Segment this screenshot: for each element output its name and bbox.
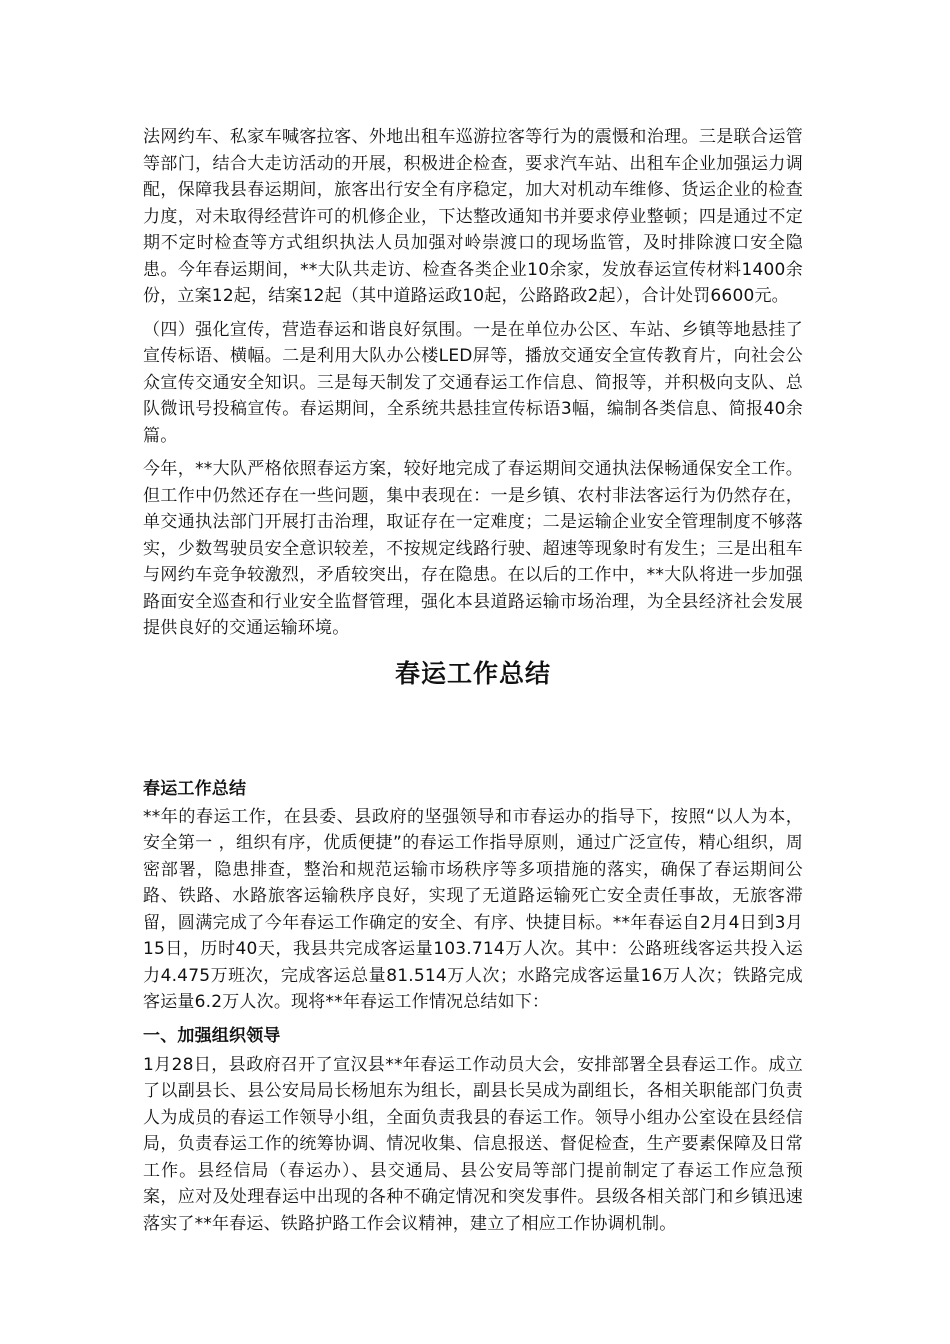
document-page	[143, 124, 803, 1244]
spacer	[143, 692, 803, 776]
document-title: 春运工作总结	[394, 658, 551, 688]
paragraph-conclusion: 今年，**大队严格依照春运方案，较好地完成了春运期间交通执法保畅通保安全工作。但工作中仍然还存在一些问题，集中表现在：一是乡镇、农村非法客运行为仍然存在，单交通执法部门开展打击治理，取证存在一定难度；二是运输企业安全管理制度不够落实，少数驾驶员安全意识较差，不按规定线路行驶、超速等现象时有发生；三是出租车与网约车竞争较激烈，矛盾较突出，存在隐患。在以后的工作中，**大队将进一步加强路面安全巡查和行业安全监督管理，强化本县道路运输市场治理，为全县经济社会发展提供良好的交通运输环境。	[143, 459, 803, 638]
paragraph-publicity: （四）强化宣传，营造春运和谐良好氛围。一是在单位办公区、车站、乡镇等地悬挂了宣传标语、横幅。二是利用大队办公楼LED屏等，播放交通安全宣传教育片，向社会公众宣传交通安全知识。三是每天制发了交通春运工作信息、简报等，并积极向支队、总队微讯号投稿宣传。春运期间，全系统共悬挂宣传标语3幅，编制各类信息、简报40余篇。	[143, 319, 803, 446]
paragraph-enforcement: 法网约车、私家车喊客拉客、外地出租车巡游拉客等行为的震慑和治理。三是联合运管等部门，结合大走访活动的开展，积极进企检查，要求汽车站、出租车企业加强运力调配，保障我县春运期间，旅客出行安全有序稳定，加大对机动车维修、货运企业的检查力度，对未取得经营许可的机修企业，下达整改通知书并要求停业整顿；四是通过不定期不定时检查等方式组织执法人员加强对岭崇渡口的现场监管，及时排除渡口安全隐患。今年春运期间，**大队共走访、检查各类企业10余家，发放春运宣传材料1400余份，立案12起，结案12起（其中道路运政10起，公路路政2起），合计处罚6600元。	[143, 127, 803, 306]
paragraph-intro: **年的春运工作，在县委、县政府的坚强领导和市春运办的指导下，按照“以人为本，安全第一 ，组织有序，优质便捷”的春运工作指导原则，通过广泛宣传，精心组织，周密部署，隐患排查，整治和规范运输市场秩序等多项措施的落实，确保了春运期间公路、铁路、水路旅客运输秩序良好，实现了无道路运输死亡安全责任事故，无旅客滞留，圆满完成了今年春运工作确定的安全、有序、快捷目标。**年春运自2月4日到3月15日，历时40天，我县共完成客运量103.714万人次。其中：公路班线客运共投入运力4.475万班次，完成客运总量81.514万人次；水路完成客运量16万人次；铁路完成客运量6.2万人次。现将**年春运工作情况总结如下：	[143, 806, 803, 1012]
paragraph-organization: 1月28日，县政府召开了宣汉县**年春运工作动员大会，安排部署全县春运工作。成立了以副县长、县公安局局长杨旭东为组长，副县长吴成为副组长，各相关职能部门负责人为成员的春运工作领导小组，全面负责我县的春运工作。领导小组办公室设在县经信局，负责春运工作的统筹协调、情况收集、信息报送、督促检查，生产要素保障及日常工作。县经信局（春运办）、县交通局、县公安局等部门提前制定了春运工作应急预案，应对及处理春运中出现的各种不确定情况和突发事件。县级各相关部门和乡镇迅速落实了**年春运、铁路护路工作会议精神，建立了相应工作协调机制。	[143, 1054, 803, 1234]
section-subtitle: 春运工作总结	[143, 778, 247, 799]
section-heading-organization: 一、加强组织领导	[143, 1025, 281, 1046]
